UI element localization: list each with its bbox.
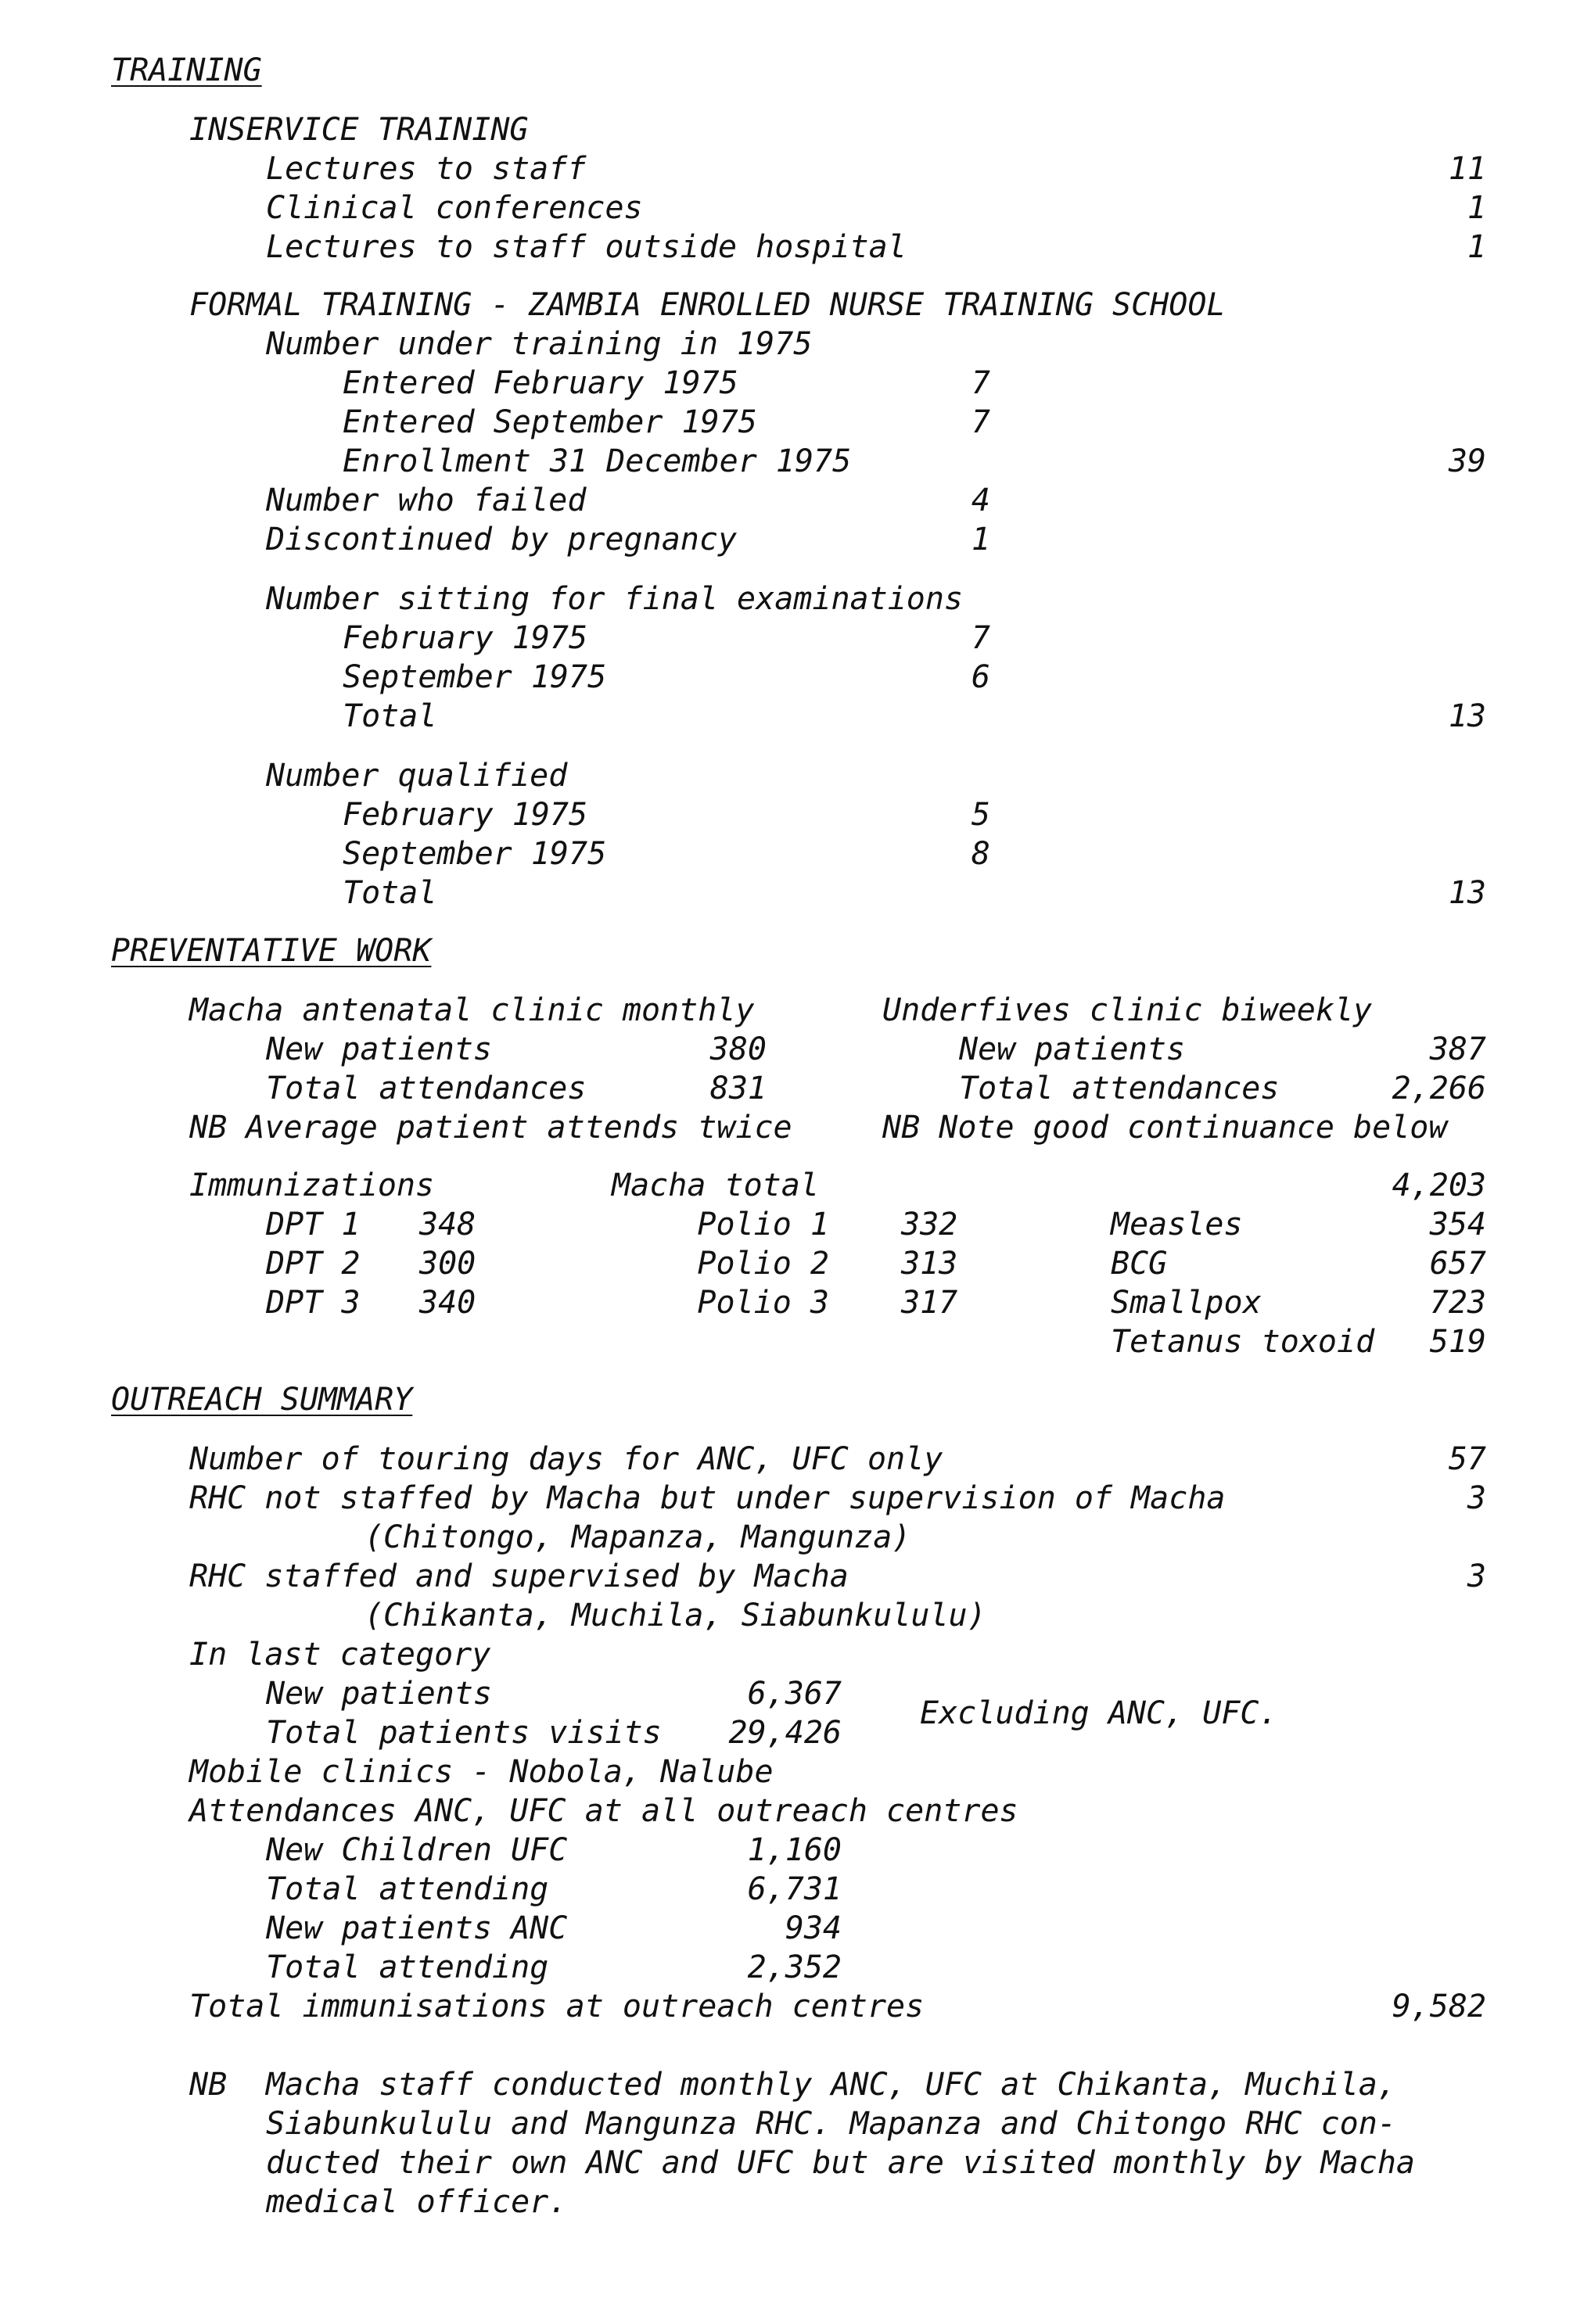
antenatal-label: Macha antenatal clinic monthly — [189, 992, 755, 1028]
qualified-feb-value: 5 — [971, 797, 990, 833]
sitting-feb-label: February 1975 — [343, 620, 588, 656]
under-training-label: Number under training in 1975 — [266, 326, 813, 362]
underfives-new-label: New patients — [959, 1031, 1185, 1067]
last-category-new-label: New patients — [266, 1676, 492, 1712]
new-children-label: New Children UFC — [266, 1832, 568, 1868]
macha-total-label: Macha total — [612, 1167, 819, 1203]
sitting-total-value: 13 — [1448, 698, 1486, 734]
other-label: BCG — [1111, 1246, 1168, 1282]
new-anc-label: New patients ANC — [266, 1910, 568, 1946]
polio-value: 317 — [901, 1285, 958, 1321]
nb-line: Macha staff conducted monthly ANC, UFC at Chikanta, Muchila, — [266, 2067, 1396, 2103]
entered-sep-value: 7 — [971, 404, 990, 440]
rhc-staffed-places: (Chikanta, Muchila, Siabunkululu) — [365, 1598, 986, 1634]
row-total: 1 — [1467, 229, 1486, 265]
nb-line: Siabunkululu and Mangunza RHC. Mapanza and Chitongo RHC con- — [266, 2106, 1396, 2142]
failed-value: 4 — [971, 482, 990, 518]
rhc-staffed-label: RHC staffed and supervised by Macha — [189, 1558, 849, 1594]
underfives-total-value: 2,266 — [1392, 1071, 1486, 1106]
antenatal-new-label: New patients — [266, 1031, 492, 1067]
last-category-visits-label: Total patients visits — [266, 1715, 662, 1751]
nb-line: medical officer. — [266, 2184, 568, 2220]
sitting-total-label: Total — [343, 698, 437, 734]
new-children-value: 1,160 — [747, 1832, 842, 1868]
rhc-not-staffed-label: RHC not staffed by Macha but under supervision of Macha — [189, 1480, 1226, 1516]
antenatal-total-label: Total attendances — [266, 1071, 587, 1106]
underfives-note: NB Note good continuance below — [882, 1110, 1448, 1146]
other-label: Tetanus toxoid — [1111, 1324, 1375, 1360]
attendances-label: Attendances ANC, UFC at all outreach centres — [189, 1793, 1018, 1829]
antenatal-note: NB Average patient attends twice — [189, 1110, 792, 1146]
dpt-label: DPT 3 — [266, 1285, 361, 1321]
qualified-label: Number qualified — [266, 758, 568, 794]
outreach-heading: OUTREACH SUMMARY — [111, 1382, 413, 1418]
training-heading: TRAINING — [111, 52, 262, 88]
other-label: Smallpox — [1111, 1285, 1262, 1321]
enrollment-label: Enrollment 31 December 1975 — [343, 443, 852, 479]
polio-label: Polio 1 — [697, 1207, 829, 1243]
sitting-label: Number sitting for final examinations — [266, 581, 964, 617]
entered-feb-label: Entered February 1975 — [343, 365, 738, 401]
qualified-total-label: Total — [343, 875, 437, 911]
underfives-label: Underfives clinic biweekly — [882, 992, 1373, 1028]
nb-prefix: NB — [189, 2067, 228, 2103]
total-anc-label: Total attending — [266, 1949, 549, 1985]
row-label: Lectures to staff outside hospital — [266, 229, 907, 265]
antenatal-total-value: 831 — [709, 1071, 767, 1106]
mobile-clinics: Mobile clinics - Nobola, Nalube — [189, 1754, 774, 1790]
discontinued-label: Discontinued by pregnancy — [266, 522, 738, 558]
underfives-new-value: 387 — [1429, 1031, 1486, 1067]
dpt-label: DPT 2 — [266, 1246, 361, 1282]
total-ufc-label: Total attending — [266, 1871, 549, 1907]
immunisations-value: 9,582 — [1392, 1989, 1486, 2025]
row-label: Lectures to staff — [266, 151, 587, 187]
other-value: 354 — [1429, 1207, 1486, 1243]
touring-value: 57 — [1448, 1441, 1486, 1477]
row-label: Clinical conferences — [266, 190, 643, 226]
nb-line: ducted their own ANC and UFC but are visited monthly by Macha — [266, 2145, 1416, 2181]
rhc-staffed-value: 3 — [1467, 1558, 1486, 1594]
row-total: 11 — [1448, 151, 1486, 187]
sitting-sep-value: 6 — [971, 659, 990, 695]
enrollment-total: 39 — [1448, 443, 1486, 479]
sitting-sep-label: September 1975 — [343, 659, 607, 695]
underfives-total-label: Total attendances — [959, 1071, 1280, 1106]
failed-label: Number who failed — [266, 482, 587, 518]
polio-value: 313 — [901, 1246, 958, 1282]
row-total: 1 — [1467, 190, 1486, 226]
other-label: Measles — [1111, 1207, 1243, 1243]
discontinued-value: 1 — [971, 522, 990, 558]
qualified-feb-label: February 1975 — [343, 797, 588, 833]
total-ufc-value: 6,731 — [747, 1871, 842, 1907]
excluding-note: Excluding ANC, UFC. — [920, 1695, 1278, 1731]
polio-label: Polio 3 — [697, 1285, 829, 1321]
total-anc-value: 2,352 — [747, 1949, 842, 1985]
last-category-visits-value: 29,426 — [728, 1715, 842, 1751]
last-category-label: In last category — [189, 1637, 491, 1673]
new-anc-value: 934 — [785, 1910, 842, 1946]
antenatal-new-value: 380 — [709, 1031, 767, 1067]
qualified-total-value: 13 — [1448, 875, 1486, 911]
rhc-not-staffed-places: (Chitongo, Mapanza, Mangunza) — [365, 1519, 911, 1555]
macha-total-value: 4,203 — [1392, 1167, 1486, 1203]
sitting-feb-value: 7 — [971, 620, 990, 656]
dpt-value: 340 — [419, 1285, 476, 1321]
dpt-value: 348 — [419, 1207, 476, 1243]
rhc-not-staffed-value: 3 — [1467, 1480, 1486, 1516]
immunizations-label: Immunizations — [189, 1167, 435, 1203]
other-value: 657 — [1429, 1246, 1486, 1282]
immunisations-label: Total immunisations at outreach centres — [189, 1989, 925, 2025]
formal-training-heading: FORMAL TRAINING - ZAMBIA ENROLLED NURSE TRAINING SCHOOL — [189, 287, 1226, 323]
qualified-sep-value: 8 — [971, 836, 990, 872]
other-value: 723 — [1429, 1285, 1486, 1321]
qualified-sep-label: September 1975 — [343, 836, 607, 872]
polio-label: Polio 2 — [697, 1246, 829, 1282]
dpt-value: 300 — [419, 1246, 476, 1282]
last-category-new-value: 6,367 — [747, 1676, 842, 1712]
entered-feb-value: 7 — [971, 365, 990, 401]
polio-value: 332 — [901, 1207, 958, 1243]
touring-label: Number of touring days for ANC, UFC only — [189, 1441, 943, 1477]
entered-sep-label: Entered September 1975 — [343, 404, 757, 440]
preventative-heading: PREVENTATIVE WORK — [111, 933, 432, 969]
inservice-heading: INSERVICE TRAINING — [189, 112, 529, 148]
other-value: 519 — [1429, 1324, 1486, 1360]
dpt-label: DPT 1 — [266, 1207, 361, 1243]
